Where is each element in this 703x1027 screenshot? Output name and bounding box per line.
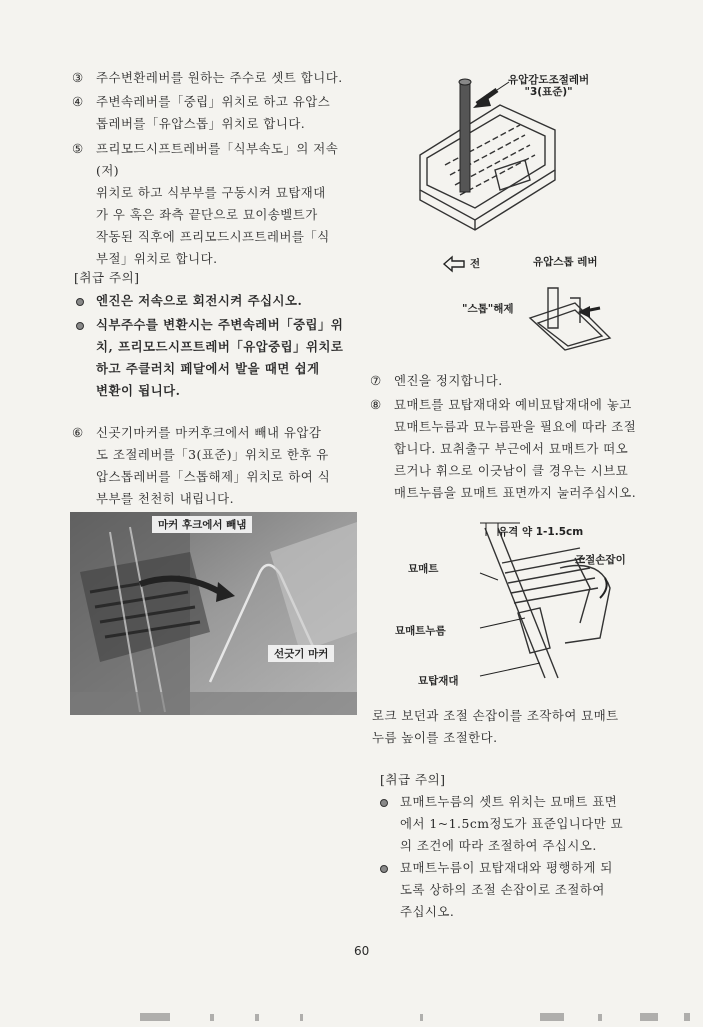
label-stop-release: "스톱"해제	[462, 303, 514, 315]
caution-text: 엔진은 저속으로 회전시켜 주십시오.	[96, 293, 303, 308]
stop-lever-figure	[520, 268, 615, 353]
scan-artifact	[0, 1011, 703, 1023]
label-stop-lever: 유압스톱 레버	[533, 256, 598, 268]
step-number: ⑧	[370, 397, 382, 412]
step-6	[72, 422, 352, 510]
label-knob: 조절손잡이	[575, 554, 626, 566]
adjust-paragraph: 로크 보던과 조절 손잡이를 조작하여 묘매트 누름 높이를 조절한다.	[372, 708, 619, 745]
step-number: ⑦	[370, 373, 382, 388]
caution-text: 식부주수를 변환시는 주변속레버「중립」위 치, 프리모드시프트레버「유압중립」위치로 하고 주클러치 페달에서 발을 때면 쉽게 변환이 됩니다.	[96, 317, 344, 398]
marker-photo-drawing	[70, 512, 357, 715]
caution-bullet	[380, 857, 660, 923]
label-front: 전	[470, 258, 481, 270]
marker-photo	[70, 512, 357, 715]
step-number: ④	[72, 94, 84, 109]
step-4	[72, 91, 352, 135]
step-number: ③	[72, 70, 84, 85]
step-number: ⑥	[72, 425, 84, 440]
photo-label-hook: 마커 후크에서 빼냄	[152, 516, 252, 533]
bullet-dot	[76, 322, 84, 330]
caution-bullet	[76, 290, 356, 312]
step-text: 신곳기마커를 마커후크에서 빼내 유압감 도 조절레버를「3(표준)」위치로 한후 유 압스톱레버를「스톱해제」위치로 하여 식 부부를 천천히 내립니다.	[96, 425, 331, 506]
bullet-dot	[76, 298, 84, 306]
label-gap: 유격 약 1-1.5cm	[498, 526, 584, 538]
label-mat-press: 묘매트누름	[395, 625, 446, 637]
bullet-dot	[380, 865, 388, 873]
step-text: 묘매트를 묘탑재대와 예비묘탑재대에 놓고 묘매트누름과 묘누름판을 필요에 따라 조절 합니다. 묘취출구 부근에서 묘매트가 떠오 르거나 휘으로 이긋남이 클 경우는 시브묘 매트누름을 묘매트 표면까지 눌러주십시오.	[394, 397, 637, 500]
step-text: 프리모드시프트레버를「식부속도」의 저속(저) 위치로 하고 식부부를 구동시켜 묘탑재대 가 우 혹은 좌측 끝단으로 묘이송벨트가 작동된 직후에 프리모드시프트레버를「식 부절」위치로 합니다.	[96, 141, 339, 266]
label-bed: 묘탑재대	[418, 675, 459, 687]
step-text: 엔진을 정지합니다.	[394, 373, 503, 388]
label-sensitivity-lever: 유압감도조절레버 "3(표준)"	[508, 74, 590, 98]
step-number: ⑤	[72, 141, 84, 156]
step-text: 주수변환레버를 원하는 주수로 셋트 합니다.	[96, 70, 343, 85]
page-number: 60	[354, 944, 370, 958]
step-5	[72, 138, 352, 270]
caution-heading: [취급 주의]	[74, 270, 140, 285]
caution-bullet	[76, 314, 356, 402]
mat-press-figure	[440, 518, 640, 693]
caution-text: 묘매트누름의 셋트 위치는 묘매트 표면 에서 1~1.5cm정도가 표준입니다만 묘 의 조건에 따라 조절하여 주십시오.	[400, 794, 624, 853]
step-7	[370, 370, 670, 392]
label-mat: 묘매트	[408, 563, 439, 575]
step-text: 주변속레버를「중립」위치로 하고 유압스 톱레버를「유압스톱」위치로 합니다.	[96, 94, 331, 131]
caution-heading-2: [취급 주의]	[380, 772, 446, 787]
front-arrow-icon	[442, 255, 466, 273]
caution-text: 묘매트누름이 묘탑재대와 평행하게 되 도록 상하의 조절 손잡이로 조절하여 주십시오.	[400, 860, 613, 919]
caution-bullet	[380, 791, 660, 857]
step-3	[72, 67, 352, 89]
photo-label-marker: 선긋기 마커	[268, 645, 334, 662]
step-8	[370, 394, 670, 504]
bullet-dot	[380, 799, 388, 807]
